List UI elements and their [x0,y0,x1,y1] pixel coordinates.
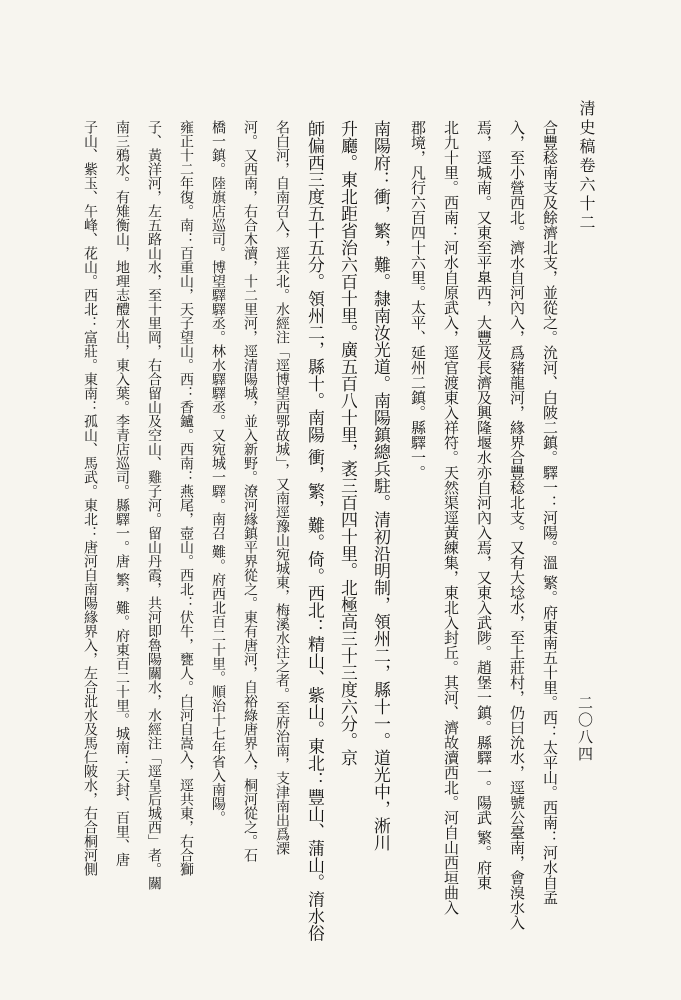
text-column-3: 焉，逕城南。又東至平臯西，大豐及長濟及興隆堰水亦自河內入焉，又東入武陟。趙堡一鎮。縣驛一。陽武 繁。府東 [475,120,493,890]
text-column-8: 師偏西三度五十五分。領州二，縣十。南陽 衝，繁，難。倚。西北：精山、紫山。東北：豐山、蒲山。淯水俗 [304,120,324,942]
text-column-11: 橋一鎮。陸旗店巡司。博望驛驛丞。林水驛驛丞。又宛城一驛。南召 難。府西北百二十里。順治十七年省入南陽。 [210,120,226,825]
text-column-5: 郡境，凡行六百四十六里。太平、延州二鎮。縣驛一。 [409,120,427,480]
text-column-2: 入，至小營西北。濟水自河內入，爲豬龍河，緣界合豐稔北支。又有大埝水，至上莊村，仍曰沇水，逕號公臺南，會溴水入 [508,120,526,930]
text-column-12: 雍正十二年復。南：百重山，天子望山。西：香鑪。西南：燕尾，壺山。西北：伏牛，甕人。白河自嵩入，逕共東，右合獅 [178,120,194,876]
text-column-15: 子山、紫玉、午峰、花山。西北：富莊。東南：孤山、馬武。東北：唐河自南陽緣界入，左合沘水及馬仁陂水，右合桐河側 [82,120,98,876]
text-column-6: 南陽府：衝，繁，難。隸南汝光道。南陽鎮總兵駐。清初沿明制，領州二，縣十一。道光中，淅川 [370,120,390,851]
page-number: 二〇八四 [576,695,594,763]
text-column-7: 升廳。東北距省治六百十里。廣五百八十里，袤三百四十里。北極高三十三度六分。京 [337,120,357,766]
text-column-9: 名白河，自南召入，逕共北。水經注「逕博望西鄂故城」，又南逕豫山宛城東，梅溪水注之者。至府治南，支津南出爲溧 [274,120,290,855]
text-column-10: 河。又西南，右合木瀆，十二里河，逕清陽城，並入新野。潦河緣鎮平界從之。東有唐河，自裕綠唐界入，桐河從之。石 [242,120,258,862]
text-column-14: 南三鴉水。有雉衡山，地理志醴水出，東入葉。李青店巡司。縣驛一。唐 繁，難。府東百二十里。城南：天封、百里、唐 [114,120,130,867]
text-column-13: 子、黃洋河，左五路山水，至十里岡，右合留山及空山、雞子河。留山丹霞，共河即魯陽關水，水經注「逕皇后城西」者。關 [146,120,162,890]
page-header-title: 清史稿卷六十二 [577,100,596,233]
text-column-4: 北九十里。西南：河水自原武入，逕官渡東入祥符。天然渠逕黃練集，東北入封丘。其河、濟故瀆西北。河自山西垣曲入 [442,120,460,915]
text-column-1: 合豐稔南支及餘濟北支，並從之。沇河、白陂二鎮。驛一：河陽。溫 繁。府東南五十里。西：太平山。西南：河水自孟 [541,120,559,905]
